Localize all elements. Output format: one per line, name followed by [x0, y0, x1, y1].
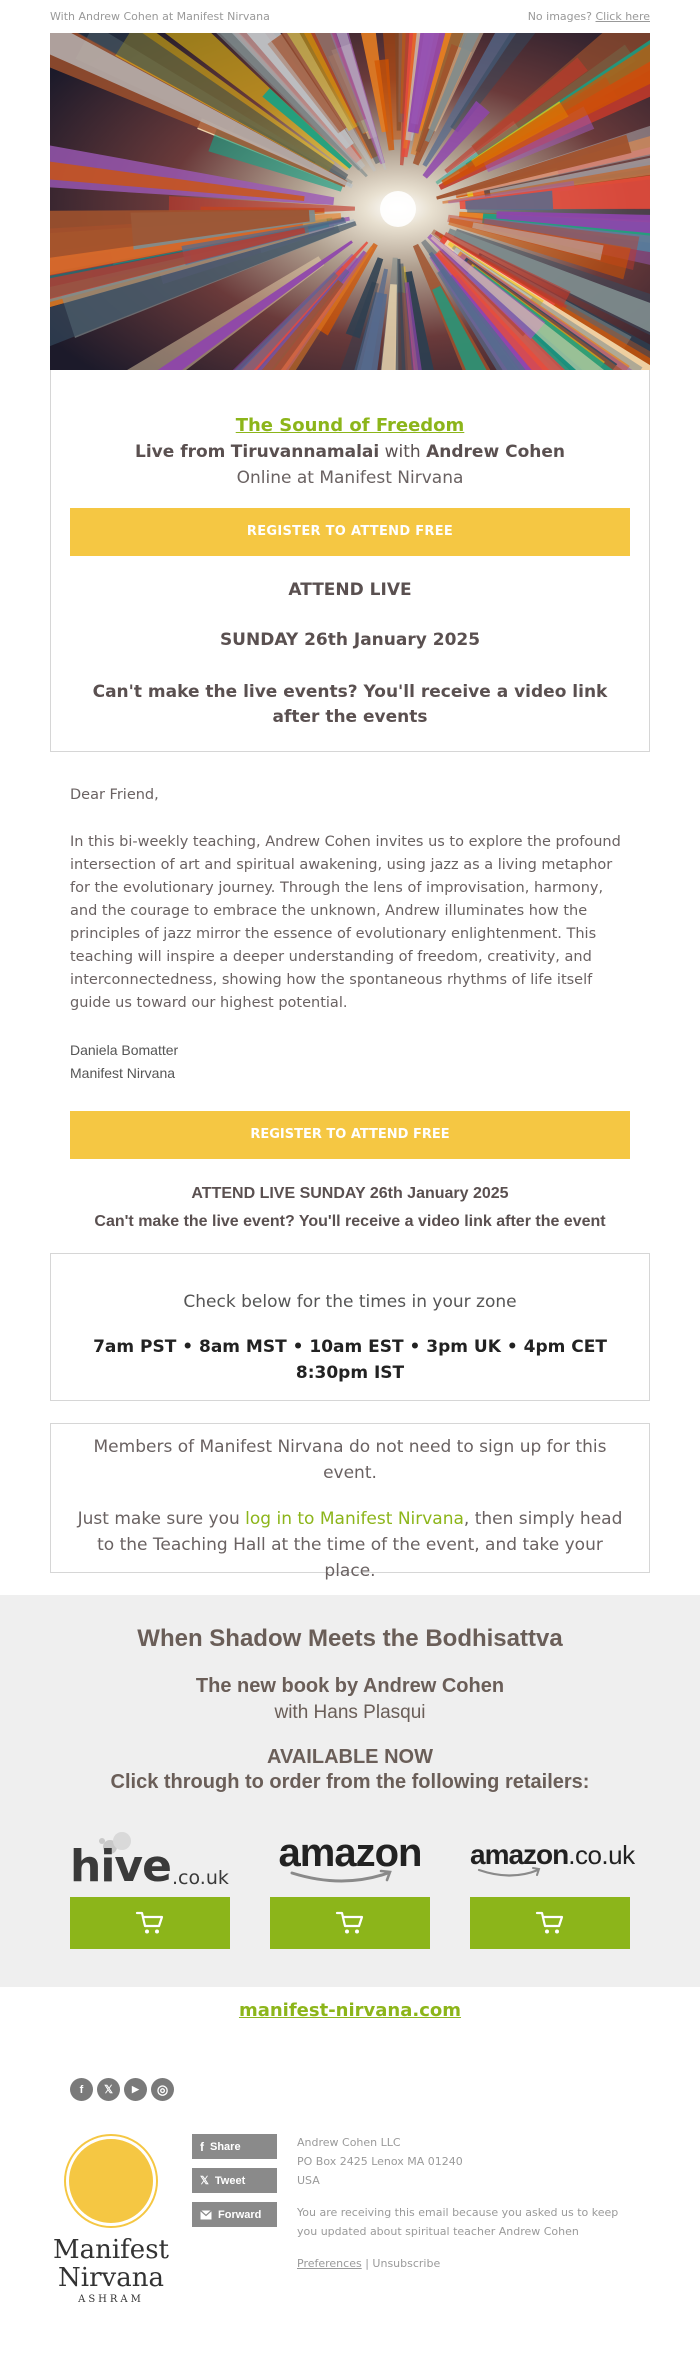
- social-icons: [70, 2078, 174, 2101]
- amazon-logo-text: amazon: [278, 1831, 422, 1875]
- register-button-2[interactable]: REGISTER TO ATTEND FREE: [70, 1111, 630, 1159]
- hive-logo-suffix: .co.uk: [172, 1867, 229, 1889]
- amazon-cart-button[interactable]: [270, 1897, 430, 1949]
- book-title: When Shadow Meets the Bodhisattva: [137, 1625, 563, 1652]
- share-button[interactable]: [192, 2134, 277, 2159]
- times-line-2: 8:30pm IST: [295, 1363, 405, 1383]
- amazon-logo[interactable]: [270, 1825, 430, 1897]
- event-online: Online at Manifest Nirvana: [236, 468, 464, 488]
- forward-button[interactable]: [192, 2202, 277, 2227]
- x-twitter-icon[interactable]: 𝕏: [97, 2078, 120, 2101]
- logo-sun-icon: [66, 2136, 156, 2226]
- greeting: Dear Friend,: [70, 787, 159, 803]
- footer-info: [297, 2133, 637, 2286]
- cart-icon: [335, 1910, 365, 1936]
- view-online: [528, 10, 650, 23]
- members-para-1: Members of Manifest Nirvana do not need to sign up for this event.: [93, 1437, 607, 1483]
- retailer-amazon-uk: [470, 1825, 635, 1949]
- preheader: [50, 0, 650, 32]
- members-box: [50, 1423, 650, 1581]
- members-suffix: , then simply head to the Teaching Hall at the time of the event, and take your place.: [97, 1509, 623, 1581]
- share-buttons: [192, 2134, 277, 2236]
- members-prefix: Just make sure you: [77, 1509, 246, 1529]
- hive-logo[interactable]: [70, 1825, 230, 1897]
- book-coauthor: with Hans Plasqui: [274, 1702, 426, 1723]
- cart-icon: [535, 1910, 565, 1936]
- forward-label: Forward: [218, 2208, 262, 2221]
- tweet-button[interactable]: [192, 2168, 277, 2193]
- times-line-1: 7am PST • 8am MST • 10am EST • 3pm UK • 4pm CET: [93, 1337, 607, 1357]
- hive-logo-main: hive: [70, 1841, 171, 1892]
- tweet-label: Tweet: [214, 2174, 246, 2187]
- share-label: Share: [210, 2140, 241, 2153]
- footer-reason: You are receiving this email because you asked us to keep you updated about spiritual teacher Andrew Cohen: [297, 2206, 619, 2238]
- event-teacher: Andrew Cohen: [426, 442, 565, 462]
- register-button[interactable]: REGISTER TO ATTEND FREE: [70, 508, 630, 556]
- amazon-uk-logo-suffix: .co.uk: [568, 1840, 635, 1870]
- instagram-icon[interactable]: ◎: [151, 2078, 174, 2101]
- event-title-link[interactable]: The Sound of Freedom: [235, 415, 465, 436]
- company-name: Andrew Cohen LLC: [297, 2136, 401, 2149]
- click-through: Click through to order from the following retailers:: [110, 1771, 590, 1793]
- country: USA: [297, 2174, 320, 2187]
- logo-line-2: Nirvana: [58, 2263, 164, 2293]
- amazon-smile-icon: [288, 1869, 398, 1885]
- login-link[interactable]: log in to Manifest Nirvana: [245, 1509, 464, 1529]
- sign-org: Manifest Nirvana: [70, 1065, 176, 1081]
- members-para-2: [71, 1506, 629, 1584]
- book-subtitle: The new book by Andrew Cohen: [195, 1675, 505, 1697]
- letter-paragraph: In this bi-weekly teaching, Andrew Cohen invites us to explore the profound intersection of art and spiritual awakening, using jazz as a living metaphor for the evolutionary journey. Through the lens of improvisation, harmony, and the courage to embrace the unknown, Andrew illuminates how the principles of jazz mirror the essence of evolutionary enlightenment. This teaching will inspire a deeper understanding of freedom, creativity, and interconnectedness, showing how the spontaneous rhythms of life itself guide us toward our highest potential.: [70, 834, 621, 1011]
- x-twitter-icon: 𝕏: [200, 2175, 209, 2187]
- preferences-link[interactable]: Preferences: [297, 2257, 362, 2270]
- link-separator: |: [365, 2257, 369, 2270]
- preheader-text: With Andrew Cohen at Manifest Nirvana: [50, 9, 270, 23]
- click-here-link[interactable]: Click here: [595, 9, 650, 23]
- retailer-list: [70, 1825, 635, 1949]
- event-date: SUNDAY 26th January 2025: [219, 630, 481, 650]
- live-from-prefix: Live from: [135, 442, 226, 462]
- times-list: [51, 1334, 649, 1386]
- facebook-icon[interactable]: f: [70, 2078, 93, 2101]
- amazon-uk-logo[interactable]: [470, 1825, 635, 1897]
- attend-info-2: [50, 1180, 650, 1236]
- video-link-note: Can't make the live events? You'll receive a video link after the events: [92, 682, 608, 727]
- attend-live-heading: ATTEND LIVE: [288, 580, 412, 600]
- cart-icon: [135, 1910, 165, 1936]
- event-location: Tiruvannamalai: [230, 442, 380, 462]
- available-now: AVAILABLE NOW: [267, 1746, 433, 1768]
- attend-line-2: ATTEND LIVE SUNDAY 26th January 2025: [191, 1185, 509, 1202]
- event-with: with: [384, 442, 421, 462]
- logo-line-3: ASHRAM: [78, 2294, 144, 2305]
- amazon-uk-logo-main: amazon: [470, 1839, 569, 1870]
- retailer-amazon: [270, 1825, 430, 1949]
- no-images-text: No images?: [527, 9, 592, 23]
- times-intro: Check below for the times in your zone: [183, 1292, 517, 1312]
- hive-cart-button[interactable]: [70, 1897, 230, 1949]
- postal-address: PO Box 2425 Lenox MA 01240: [297, 2155, 463, 2168]
- amazon-uk-smile-icon: [476, 1867, 546, 1879]
- hero-image: [50, 33, 650, 370]
- sign-name: Daniela Bomatter: [70, 1042, 179, 1058]
- site-link[interactable]: manifest-nirvana.com: [238, 2000, 462, 2021]
- footer-links: [297, 2254, 637, 2273]
- facebook-icon: f: [200, 2139, 204, 2154]
- retailer-hive: [70, 1825, 230, 1949]
- logo-line-1: Manifest: [53, 2235, 169, 2265]
- unsubscribe-link[interactable]: Unsubscribe: [372, 2257, 441, 2270]
- times-box: [50, 1253, 650, 1401]
- manifest-nirvana-logo: [48, 2131, 174, 2303]
- event-box: [50, 370, 650, 752]
- letter-body: [70, 784, 630, 1085]
- amazon-uk-cart-button[interactable]: [470, 1897, 630, 1949]
- signature: [70, 1039, 630, 1085]
- event-live-from: [51, 442, 649, 462]
- footer-address: [297, 2133, 637, 2190]
- youtube-icon[interactable]: ▶: [124, 2078, 147, 2101]
- envelope-icon: [200, 2210, 212, 2220]
- book-section: [0, 1595, 700, 1987]
- video-note-2: Can't make the live event? You'll receive a video link after the event: [94, 1213, 606, 1230]
